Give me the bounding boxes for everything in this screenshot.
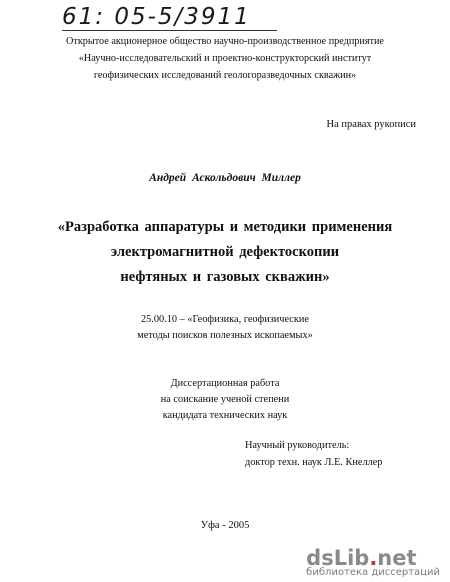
organization-line: «Научно-исследовательский и проектно-конструкторский институт <box>78 53 372 64</box>
organization-line: геофизических исследований геологоразведочных скважин» <box>93 70 357 81</box>
specialty-code <box>0 312 450 344</box>
scientific-advisor <box>245 437 382 471</box>
author-name: Андрей Аскольдович Миллер <box>149 172 301 184</box>
degree-line: на соискание ученой степени <box>160 394 290 405</box>
dissertation-title <box>0 215 450 290</box>
specialty-line: методы поисков полезных ископаемых» <box>137 330 313 341</box>
degree-info <box>0 376 450 424</box>
advisor-label: Научный руководитель: <box>245 440 350 451</box>
watermark-brand-left: dsLib <box>306 546 370 570</box>
degree-line: кандидата технических наук <box>162 410 288 421</box>
title-line: «Разработка аппаратуры и методики применения <box>57 219 393 235</box>
organization-line: Открытое акционерное общество научно-производственное предприятие <box>66 36 384 47</box>
watermark-logo[interactable] <box>306 546 440 578</box>
watermark-brand-sep: . <box>369 546 378 570</box>
specialty-line: 25.00.10 – «Геофизика, геофизические <box>141 314 309 325</box>
title-line: нефтяных и газовых скважин» <box>120 269 330 285</box>
handwritten-catalog-number: 61: 05-5/3911 <box>62 4 251 30</box>
manuscript-rights-note: На правах рукописи <box>326 119 416 130</box>
handwriting-underline <box>62 30 277 31</box>
advisor-name: доктор техн. наук Л.Е. Кнеллер <box>245 457 383 468</box>
city-year: Уфа - 2005 <box>200 520 250 531</box>
title-line: электромагнитной дефектоскопии <box>110 244 340 260</box>
watermark-subtitle: библиотека диссертаций <box>306 567 440 578</box>
watermark-brand-right: net <box>377 546 417 570</box>
organization-block <box>0 33 450 84</box>
degree-line: Диссертационная работа <box>170 378 280 389</box>
